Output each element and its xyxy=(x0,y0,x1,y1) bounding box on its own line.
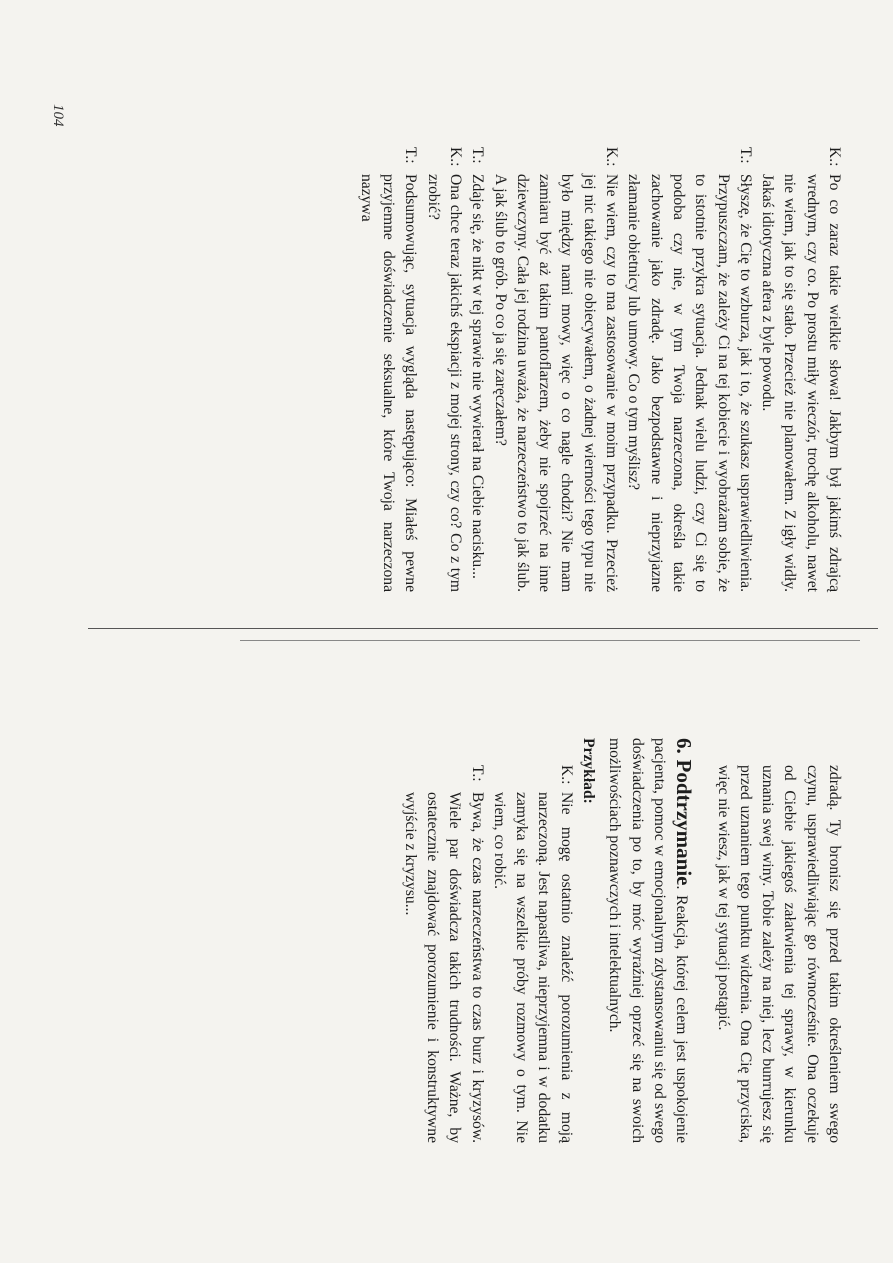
utterance-text: Zdaje się, że nikt w tej sprawie nie wywierał na Ciebie nacisku... xyxy=(469,174,487,579)
utterance-text: Ona chce teraz jakichś ekspiacji z mojej strony, czy co? Co z tym zrobić? xyxy=(424,174,464,592)
dialogue-entry xyxy=(756,147,845,592)
bottom-column xyxy=(398,738,845,1143)
speaker-label: T.: xyxy=(736,147,754,164)
speaker-label: T.: xyxy=(469,147,487,164)
continuation-paragraph: zdradą. Ty bronisz się przed takim określeniem swego czynu, usprawiedliwiając go równocześnie. Ona oczekuje od Ciebie jakiegoś załatwienia tej sprawy, w kierunku uznania swej winy. Tobie zależy na niej, lecz bunтujesz się przed uznaniem tego punktu widzenia. Ona Cię przyciska, więc nie wiesz, jak w tej sytuacji postąpić. xyxy=(714,765,843,1143)
dialogue-entry xyxy=(398,765,487,1143)
dialogue-entry xyxy=(466,147,488,592)
speaker-label: K.: xyxy=(557,765,575,785)
utterance-text: Słyszę, że Cię to wzburza, jak i to, że szukasz usprawiedliwienia. Przypuszczam, że zależy Ci na tej kobiecie i wyobrażam sobie, że to istotnie przykra sytuacja. Jednak wielu ludzi, czy Ci się to podoba czy nie, w tym Twoja narzeczona, określa takie zachowanie jako zdradę. Jako bezpodstawne i nieprzyjazne złamanie obietnicy lub umowy. Co o tym myślisz? xyxy=(625,174,754,592)
utterance-text: Po co zaraz takie wielkie słowa! Jakbym był jakimś zdrajcą wrednym, czy co. Po prostu miły wieczór, trochę alkoholu, nawet nie wiem, jak to się stało. Przecież nie planowałem. Z igły widły. Jakaś idiotyczna afera z byle powodu. xyxy=(759,174,843,592)
speaker-label: T.: xyxy=(402,147,420,164)
utterance-text: Podsumowując, sytuacja wygląda następująco: Miałeś pewne przyjemne doświadczenie seksualne, które Twoja narzeczona nazywa xyxy=(357,174,420,592)
speaker-label: K.: xyxy=(446,147,464,167)
speaker-label: K.: xyxy=(826,147,843,167)
utterance-text: Nie mogę ostatnio znaleźć porozumienia z moją narzeczoną. Jest napastliwa, nieprzyjemna i w dodatku zamyka się na wszelkie próby rozmowy o tym. Nie wiem, co robić. xyxy=(490,792,575,1143)
page-fold-line xyxy=(88,628,878,629)
page-fold-shadow xyxy=(240,640,860,641)
example-label: Przykład: xyxy=(580,738,598,804)
speaker-label: T.: xyxy=(468,765,486,782)
section-title: Podtrzymanie xyxy=(672,759,697,886)
dialogue-entry xyxy=(421,147,466,592)
top-dialogue-column xyxy=(354,147,845,592)
dialogue-entry xyxy=(488,147,622,592)
section-text: . Reakcja, której celem jest uspokojenie pacjenta, pomoc w emocjonalnym zdystansowaniu się od swego doświadczenia po to, by móc wyraźniej oprzeć się na swoich możliwościach poznawczych i intelektualnych. xyxy=(606,738,691,1143)
dialogue-entry xyxy=(488,765,577,1143)
page-number: 104 xyxy=(50,104,66,127)
utterance-text: Nie wiem, czy to ma zastosowanie w moim przypadku. Przecież jej nic takiego nie obiecywałem, o żadnej wierności tego typu nie było między nami mowy, więc o co nagle chodzi? Nie mam zamiaru być aż takim pantoflarzem, żeby nie spojrzeć na inne dziewczyny. Cała jej rodzina uważa, że narzeczeństwo to jak ślub. A jak ślub to grób. Po co ja się zaręczałem? xyxy=(491,174,621,592)
section-number: 6. xyxy=(672,738,697,754)
section-paragraph xyxy=(603,738,695,1143)
dialogue-entry xyxy=(354,147,421,592)
dialogue-entry xyxy=(622,147,756,592)
utterance-text: Bywa, że czas narzeczeństwa to czas burz i kryzysów. Wiele par doświadcza takich trudności. Ważne, by ostatecznie znajdować porozumienie i konstruktywne wyjście z kryzysu... xyxy=(401,792,486,1143)
speaker-label: K.: xyxy=(603,147,621,167)
